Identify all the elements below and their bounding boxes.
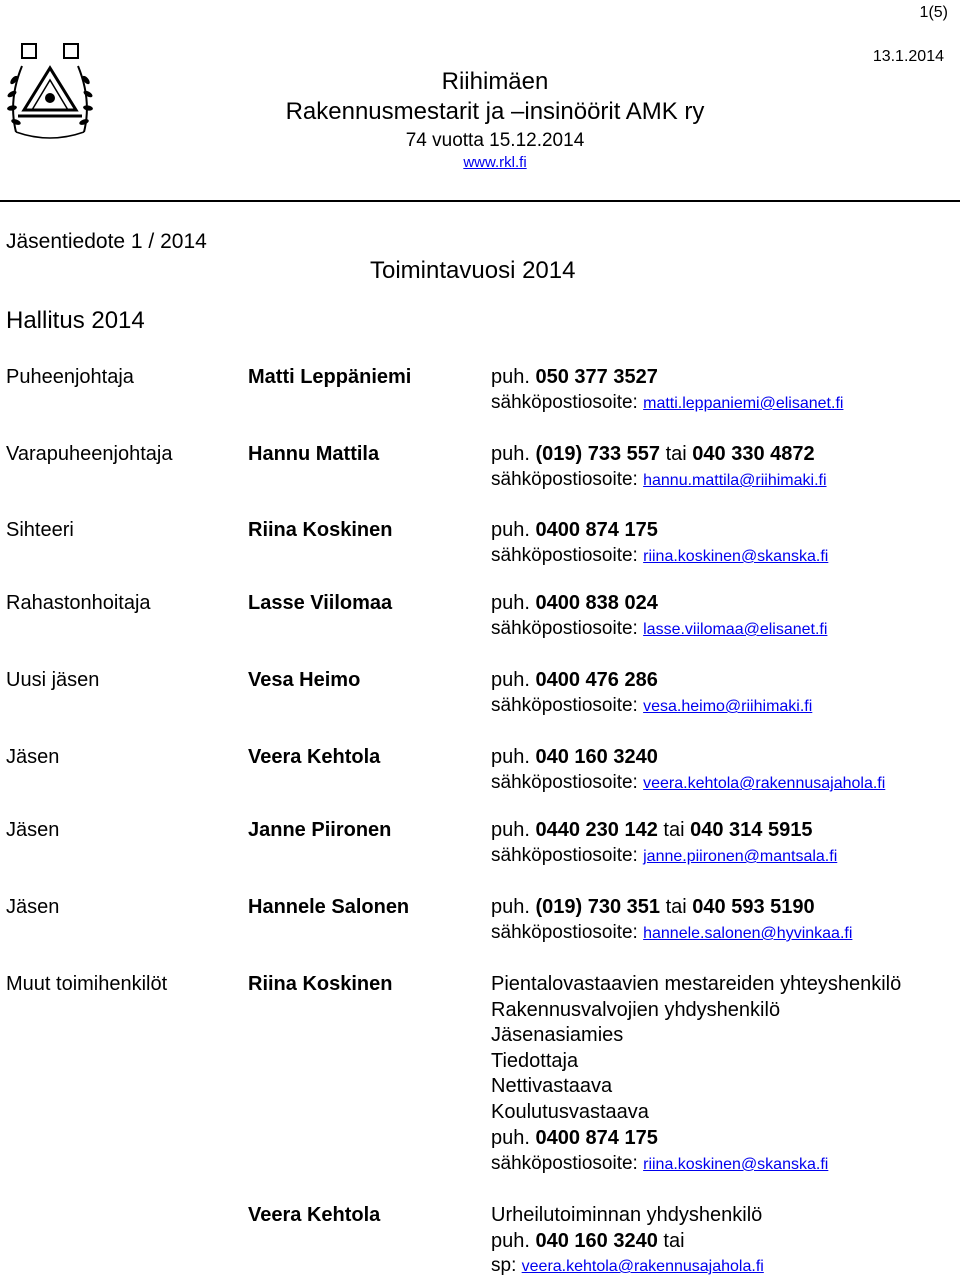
official-email-line: sp: veera.kehtola@rakennusajahola.fi [491, 1255, 764, 1276]
email-link[interactable]: hannele.salonen@hyvinkaa.fi [643, 925, 853, 942]
board-role: Uusi jäsen [6, 669, 100, 691]
email-link[interactable]: lasse.viilomaa@elisanet.fi [643, 621, 828, 638]
board-email-line: sähköpostiosoite: janne.piironen@mantsala.fi [491, 845, 838, 866]
email-link[interactable]: vesa.heimo@riihimaki.fi [643, 698, 813, 715]
org-name-line1: Riihimäen [441, 68, 549, 95]
official-duty: Tiedottaja [491, 1050, 579, 1072]
official-duty: Urheilutoiminnan yhdyshenkilö [491, 1204, 763, 1226]
page-number: 1(5) [919, 4, 948, 21]
official-duty: Pientalovastaavien mestareiden yhteyshenkilö [491, 973, 902, 995]
official-duty: Koulutusvastaava [491, 1101, 649, 1123]
board-phone: puh. 040 160 3240 [491, 746, 658, 768]
email-link[interactable]: veera.kehtola@rakennusajahola.fi [643, 775, 886, 792]
email-link[interactable]: matti.leppaniemi@elisanet.fi [643, 395, 844, 412]
official-name: Riina Koskinen [248, 973, 393, 995]
anniversary-text: 74 vuotta 15.12.2014 [405, 130, 585, 151]
official-duty: Nettivastaava [491, 1075, 613, 1097]
header-divider [0, 200, 960, 202]
board-role: Jäsen [6, 819, 60, 841]
official-phone: puh. 0400 874 175 [491, 1127, 658, 1149]
board-phone: puh. 050 377 3527 [491, 366, 658, 388]
board-role: Jäsen [6, 896, 60, 918]
officials-role: Muut toimihenkilöt [6, 973, 168, 995]
board-name: Riina Koskinen [248, 519, 393, 541]
board-phone: puh. (019) 733 557 tai 040 330 4872 [491, 443, 815, 465]
board-phone: puh. 0440 230 142 tai 040 314 5915 [491, 819, 813, 841]
email-link[interactable]: veera.kehtola@rakennusajahola.fi [521, 1258, 764, 1275]
website-link[interactable]: www.rkl.fi [463, 154, 527, 171]
official-phone: puh. 040 160 3240 tai [491, 1230, 685, 1252]
board-role: Varapuheenjohtaja [6, 443, 173, 465]
board-phone: puh. 0400 838 024 [491, 592, 658, 614]
official-email-line: sähköpostiosoite: riina.koskinen@skanska.fi [491, 1153, 829, 1174]
board-email-line: sähköpostiosoite: veera.kehtola@rakennusajahola.fi [491, 772, 886, 793]
board-phone: puh. 0400 476 286 [491, 669, 658, 691]
board-name: Matti Leppäniemi [248, 366, 412, 388]
board-name: Vesa Heimo [248, 669, 361, 691]
board-role: Puheenjohtaja [6, 366, 134, 388]
board-role: Rahastonhoitaja [6, 592, 151, 614]
board-name: Janne Piironen [248, 819, 392, 841]
board-name: Hannu Mattila [248, 443, 380, 465]
board-role: Sihteeri [6, 519, 74, 541]
email-link[interactable]: riina.koskinen@skanska.fi [643, 1156, 829, 1173]
official-duty: Jäsenasiamies [491, 1024, 624, 1046]
board-phone: puh. (019) 730 351 tai 040 593 5190 [491, 896, 815, 918]
board-email-line: sähköpostiosoite: hannu.mattila@riihimaki.fi [491, 469, 827, 490]
board-email-line: sähköpostiosoite: lasse.viilomaa@elisanet.fi [491, 618, 828, 639]
board-email-line: sähköpostiosoite: vesa.heimo@riihimaki.fi [491, 695, 813, 716]
email-link[interactable]: riina.koskinen@skanska.fi [643, 548, 829, 565]
email-link[interactable]: hannu.mattila@riihimaki.fi [643, 472, 827, 489]
board-name: Lasse Viilomaa [248, 592, 393, 614]
bulletin-title: Jäsentiedote 1 / 2014 [6, 230, 207, 253]
official-duty: Rakennusvalvojien yhdyshenkilö [491, 999, 781, 1021]
board-name: Hannele Salonen [248, 896, 410, 918]
board-email-line: sähköpostiosoite: hannele.salonen@hyvinkaa.fi [491, 922, 853, 943]
board-role: Jäsen [6, 746, 60, 768]
board-title: Hallitus 2014 [6, 307, 145, 334]
board-phone: puh. 0400 874 175 [491, 519, 658, 541]
board-email-line: sähköpostiosoite: riina.koskinen@skanska.fi [491, 545, 829, 566]
board-email-line: sähköpostiosoite: matti.leppaniemi@elisanet.fi [491, 392, 844, 413]
board-name: Veera Kehtola [248, 746, 381, 768]
official-name: Veera Kehtola [248, 1204, 381, 1226]
org-name-line2: Rakennusmestarit ja –insinöörit AMK ry [285, 98, 705, 125]
document-date: 13.1.2014 [872, 48, 944, 65]
email-link[interactable]: janne.piironen@mantsala.fi [643, 848, 838, 865]
year-title: Toimintavuosi 2014 [370, 257, 576, 284]
